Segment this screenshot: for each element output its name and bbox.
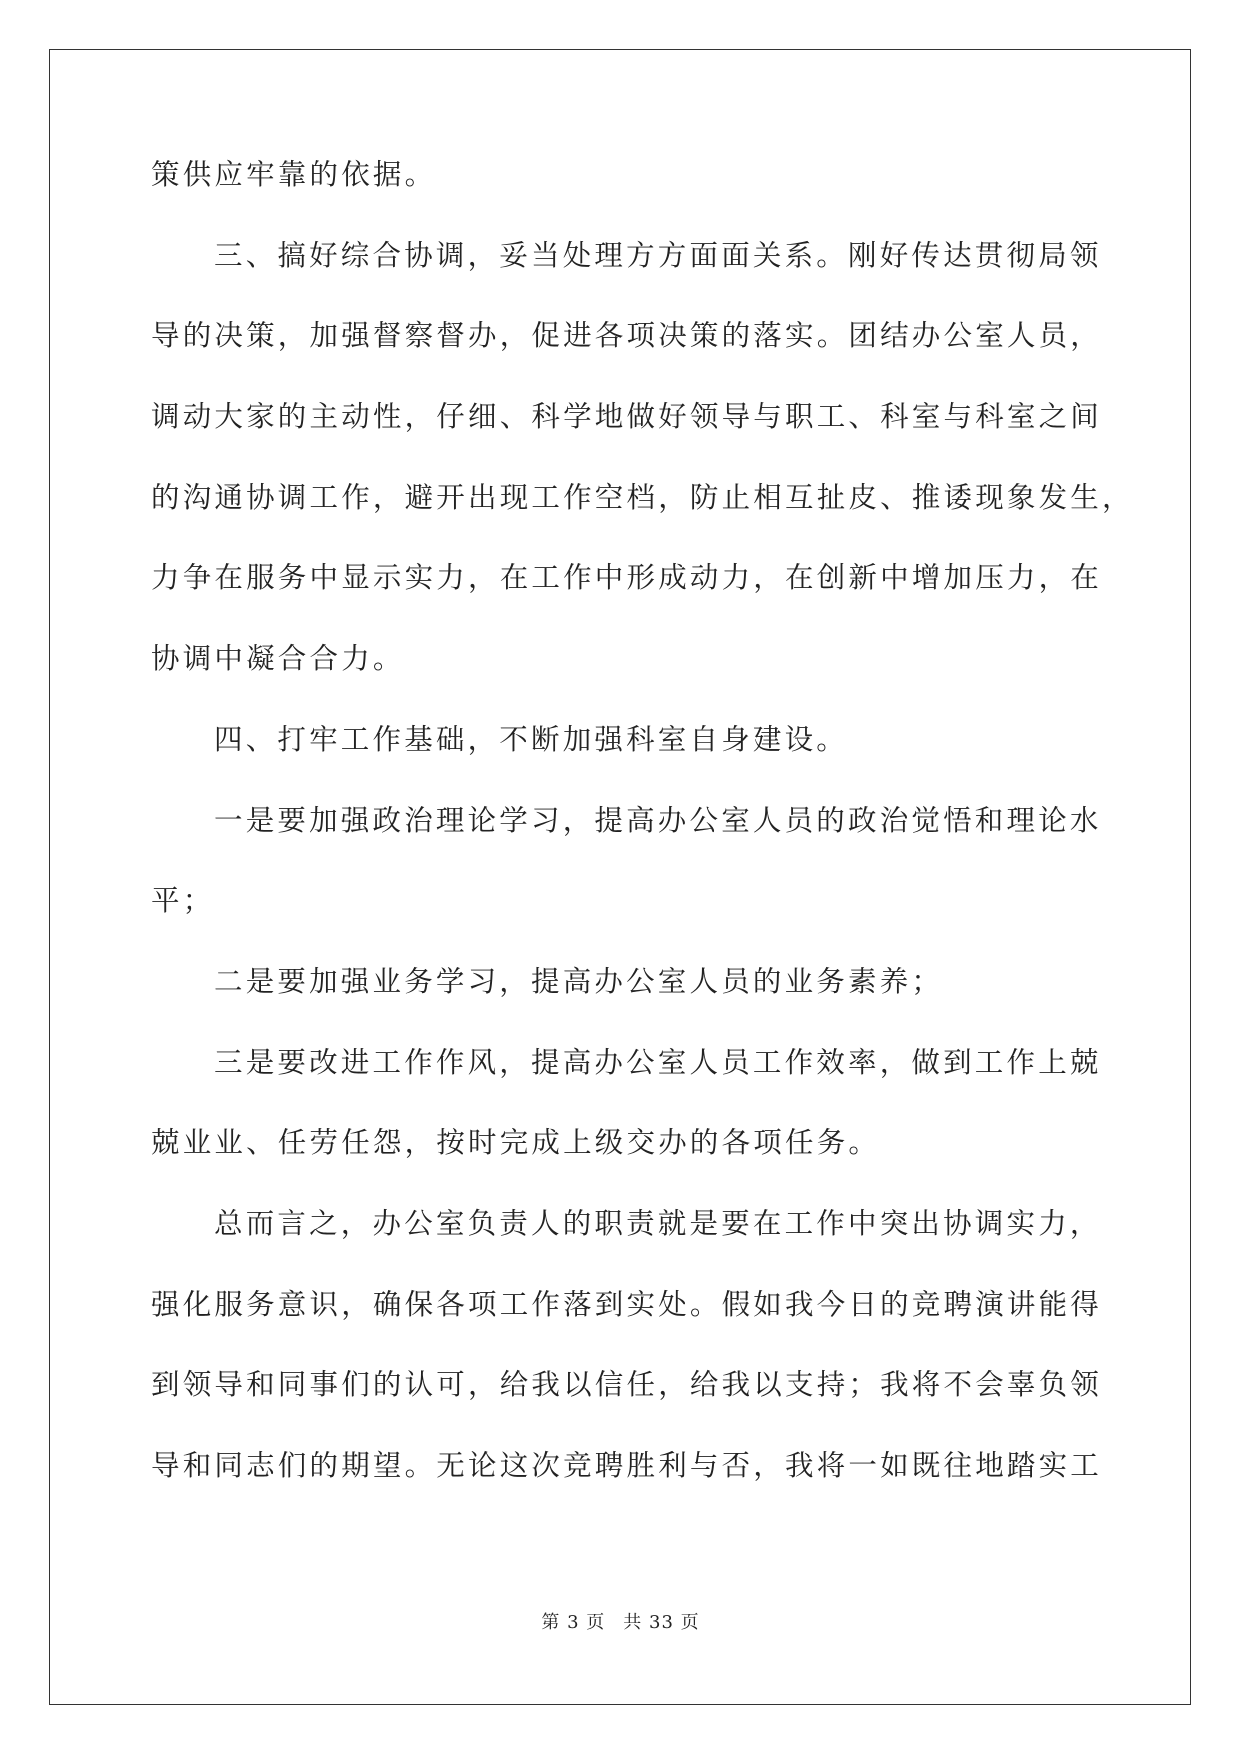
document-body bbox=[151, 158, 1134, 1530]
text-line: 三、搞好综合协调，妥当处理方方面面关系。刚好传达贯彻局领 bbox=[214, 238, 1102, 272]
text-line: 协调中凝合合力。 bbox=[151, 642, 405, 676]
text-line: 导的决策，加强督察督办，促进各项决策的落实。团结办公室人员， bbox=[151, 319, 1103, 353]
text-line: 到领导和同事们的认可，给我以信任，给我以支持；我将不会辜负领 bbox=[151, 1368, 1103, 1402]
text-line: 强化服务意识，确保各项工作落到实处。假如我今日的竞聘演讲能得 bbox=[151, 1287, 1103, 1321]
text-line: 调动大家的主动性，仔细、科学地做好领导与职工、科室与科室之间 bbox=[151, 400, 1103, 434]
text-line: 平； bbox=[151, 884, 215, 918]
page-total: 共 33 页 bbox=[623, 1612, 700, 1633]
text-line: 的沟通协调工作，避开出现工作空档，防止相互扯皮、推诿现象发生， bbox=[151, 480, 1134, 514]
text-line: 导和同志们的期望。无论这次竞聘胜利与否，我将一如既往地踏实工 bbox=[151, 1449, 1103, 1482]
text-line: 三是要改进工作作风，提高办公室人员工作效率，做到工作上兢 bbox=[214, 1045, 1102, 1079]
text-line: 兢业业、任劳任怨，按时完成上级交办的各项任务。 bbox=[151, 1126, 881, 1160]
text-line: 一是要加强政治理论学习，提高办公室人员的政治觉悟和理论水 bbox=[214, 803, 1102, 837]
text-line: 总而言之，办公室负责人的职责就是要在工作中突出协调实力， bbox=[214, 1206, 1102, 1240]
text-line: 二是要加强业务学习，提高办公室人员的业务素养； bbox=[214, 964, 944, 998]
page-number: 第 3 页 bbox=[541, 1612, 606, 1633]
text-line: 四、打牢工作基础，不断加强科室自身建设。 bbox=[214, 722, 849, 756]
text-line: 力争在服务中显示实力，在工作中形成动力，在创新中增加压力，在 bbox=[151, 561, 1103, 595]
text-line: 策供应牢靠的依据。 bbox=[151, 158, 437, 191]
page-footer bbox=[0, 1608, 1241, 1634]
